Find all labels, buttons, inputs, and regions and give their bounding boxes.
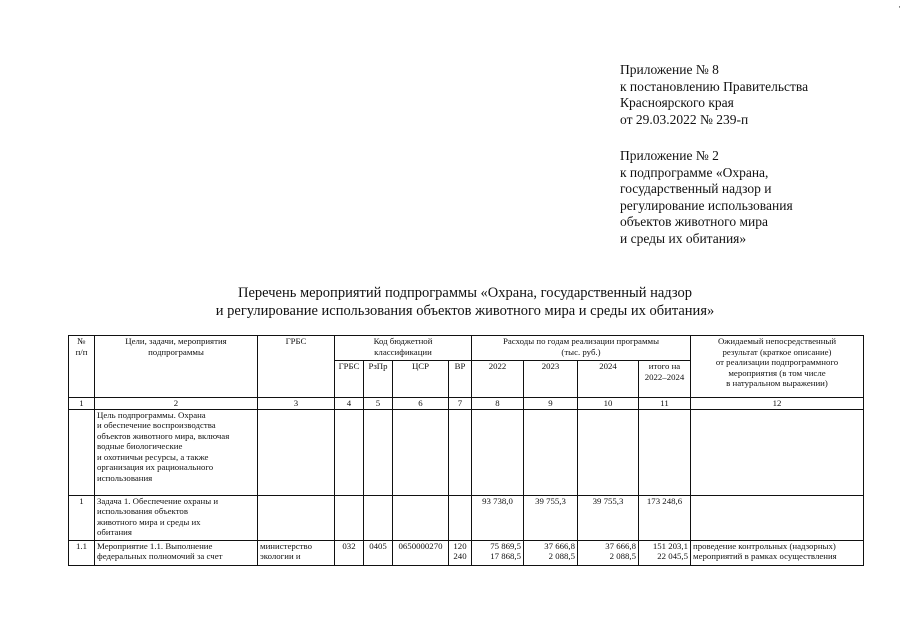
header-expenses: Расходы по годам реализации программы (тыс. руб.)	[472, 336, 691, 361]
col-number: 10	[578, 398, 639, 410]
measure-num: 1.1	[69, 540, 95, 565]
measure-result: проведение контрольных (надзорных) мероприятий в рамках осуществления	[691, 540, 864, 565]
appendix-8-line: от 29.03.2022 № 239-п	[620, 111, 749, 127]
corner-mark: ·	[898, 2, 901, 12]
header-sub-csr: ЦСР	[393, 361, 449, 398]
header-sub-grbs: ГРБС	[335, 361, 364, 398]
header-sub-total: итого на 2022–2024	[639, 361, 691, 398]
task-text: Задача 1. Обеспечение охраны и использования объектов животного мира и среды их обитания	[95, 495, 258, 540]
measure-total: 151 203,1 22 045,5	[639, 540, 691, 565]
header-budget-code: Код бюджетной классификации	[335, 336, 472, 361]
measure-grbs-name: министерство экологии и	[258, 540, 335, 565]
col-number: 1	[69, 398, 95, 410]
col-number: 9	[524, 398, 578, 410]
appendix-8-header	[620, 62, 808, 128]
col-number: 11	[639, 398, 691, 410]
header-result: Ожидаемый непосредственный результат (краткое описание) от реализации подпрограммного мероприятия (в том числе в натуральном выражении)	[691, 336, 864, 398]
title-line: и регулирование использования объектов животного мира и среды их обитания»	[215, 302, 715, 319]
measure-vr: 120 240	[449, 540, 472, 565]
col-number: 4	[335, 398, 364, 410]
task-row	[69, 495, 864, 540]
col-number: 12	[691, 398, 864, 410]
measure-2022: 75 869,5 17 868,5	[472, 540, 524, 565]
appendix-8-line: к постановлению Правительства	[620, 78, 809, 94]
col-number: 3	[258, 398, 335, 410]
col-number: 8	[472, 398, 524, 410]
goal-text: Цель подпрограммы. Охрана и обеспечение воспроизводства объектов животного мира, включая водные биологические и охотничьи ресурсы, а также организация их рационального использования	[95, 409, 258, 495]
col-number: 7	[449, 398, 472, 410]
header-grbs: ГРБС	[258, 336, 335, 398]
col-number: 2	[95, 398, 258, 410]
measure-row	[69, 540, 864, 565]
appendix-2-line: и среды их обитания»	[620, 230, 747, 246]
task-num: 1	[69, 495, 95, 540]
appendix-2-line: к подпрограмме «Охрана,	[620, 164, 769, 180]
measure-2023: 37 666,8 2 088,5	[524, 540, 578, 565]
document-title	[0, 285, 905, 320]
header-sub-vr: ВР	[449, 361, 472, 398]
col-number: 5	[364, 398, 393, 410]
measures-table	[68, 335, 864, 566]
task-2022: 93 738,0	[472, 495, 524, 540]
title-line: Перечень мероприятий подпрограммы «Охрана, государственный надзор	[237, 285, 693, 301]
task-total: 173 248,6	[639, 495, 691, 540]
measure-2024: 37 666,8 2 088,5	[578, 540, 639, 565]
appendix-8-line: Красноярского края	[620, 95, 734, 110]
measure-text: Мероприятие 1.1. Выполнение федеральных полномочий за счет	[95, 540, 258, 565]
appendix-2-line: объектов животного мира	[620, 214, 768, 229]
goal-row	[69, 409, 864, 495]
appendix-2-line: регулирование использования	[620, 197, 793, 213]
task-2024: 39 755,3	[578, 495, 639, 540]
header-num: № п/п	[69, 336, 95, 398]
header-sub-2022: 2022	[472, 361, 524, 398]
appendix-2-line: Приложение № 2	[620, 148, 719, 163]
appendix-8-line: Приложение № 8	[620, 62, 719, 77]
appendix-2-header	[620, 148, 793, 247]
col-number: 6	[393, 398, 449, 410]
measure-rzpr: 0405	[364, 540, 393, 565]
measure-csr: 0650000270	[393, 540, 449, 565]
header-sub-2024: 2024	[578, 361, 639, 398]
header-sub-rzpr: РзПр	[364, 361, 393, 398]
appendix-2-line: государственный надзор и	[620, 181, 772, 196]
header-goals: Цели, задачи, мероприятия подпрограммы	[95, 336, 258, 398]
task-2023: 39 755,3	[524, 495, 578, 540]
header-sub-2023: 2023	[524, 361, 578, 398]
measure-grbs: 032	[335, 540, 364, 565]
